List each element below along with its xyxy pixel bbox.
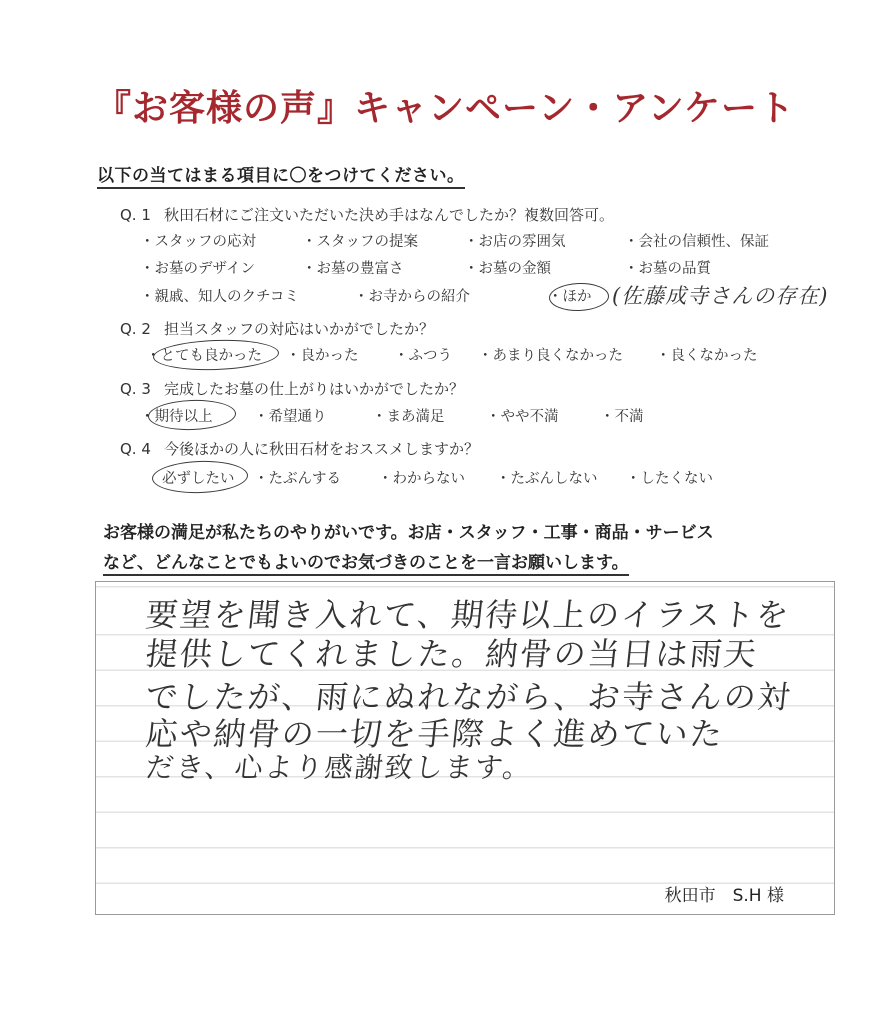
question-4	[120, 438, 479, 459]
question-4-text: 今後ほかの人に秋田石材をおススメしますか？	[164, 440, 480, 458]
q2-option-very-good[interactable]: ・ とても良かった	[146, 344, 262, 365]
q1-option-other[interactable]: ・ ほか	[548, 285, 592, 306]
question-3	[120, 378, 464, 399]
q1-option-company-reliability[interactable]: ・ 会社の信頼性、保証	[624, 230, 769, 251]
q4-option-probably[interactable]: ・ たぶんする	[254, 467, 341, 488]
question-2-number: Q. 2	[120, 320, 151, 338]
q4-option-probably-not[interactable]: ・ たぶんしない	[496, 467, 598, 488]
question-1	[120, 204, 614, 225]
q3-selected-circle-mark	[148, 398, 237, 431]
free-comment-heading-line1: お客様の満足が私たちのやりがいです。お店・スタッフ・工事・商品・サービス	[103, 523, 714, 543]
comment-box	[95, 581, 835, 915]
q1-option-word-of-mouth[interactable]: ・ 親戚、知人のクチコミ	[140, 285, 299, 306]
q3-option-mostly-satisfied[interactable]: ・ まあ満足	[372, 405, 445, 426]
q3-option-exceeded[interactable]: ・ 期待以上	[140, 405, 213, 426]
q1-option-staff-proposal[interactable]: ・ スタッフの提案	[302, 230, 418, 251]
q4-option-definitely[interactable]: 必ずしたい	[162, 471, 235, 487]
q1-option-store-atmosphere[interactable]: ・ お店の雰囲気	[464, 230, 566, 251]
comment-line: 要望を聞き入れて、期待以上のイラストを	[143, 596, 793, 634]
q3-option-dissatisfied[interactable]: ・ 不満	[600, 405, 644, 426]
q1-option-quality[interactable]: ・ お墓の品質	[624, 257, 711, 278]
q3-option-somewhat-dissatisfied[interactable]: ・ やや不満	[486, 405, 559, 426]
q1-option-price[interactable]: ・ お墓の金額	[464, 257, 551, 278]
instruction-text: 以下の当てはまる項目に〇をつけてください。	[97, 161, 465, 189]
question-2-text: 担当スタッフの対応はいかがでしたか？	[164, 320, 435, 338]
q1-option-temple-referral[interactable]: ・ お寺からの紹介	[354, 285, 470, 306]
q1-option-variety[interactable]: ・ お墓の豊富さ	[302, 257, 404, 278]
q2-option-not-so-good[interactable]: ・ あまり良くなかった	[478, 344, 623, 365]
q1-option-design[interactable]: ・ お墓のデザイン	[140, 257, 255, 278]
survey-title: 『お客様の声』キャンペーン・アンケート	[94, 88, 796, 129]
question-2	[120, 318, 434, 339]
question-1-text: 秋田石材にご注文いただいた決め手はなんでしたか？複数回答可。	[164, 206, 615, 224]
q4-selected-circle-mark	[151, 459, 248, 494]
comment-line: でしたが、雨にぬれながら、お寺さんの対	[143, 678, 794, 716]
respondent-signature: 秋田市 S.H 様	[664, 886, 784, 906]
q2-selected-circle-mark	[153, 338, 280, 372]
question-1-number: Q. 1	[120, 206, 151, 224]
q4-option-dont-know[interactable]: ・ わからない	[378, 467, 465, 488]
comment-line: 提供してくれました。納骨の当日は雨天	[143, 635, 760, 673]
q1-other-circle-mark	[549, 282, 610, 312]
q4-option-no[interactable]: ・ したくない	[626, 467, 713, 488]
question-4-number: Q. 4	[120, 440, 151, 458]
q3-option-as-hoped[interactable]: ・ 希望通り	[254, 405, 327, 426]
question-3-text: 完成したお墓の仕上がりはいかがでしたか？	[164, 380, 465, 398]
q2-option-average[interactable]: ・ ふつう	[394, 344, 452, 365]
q2-option-good[interactable]: ・ 良かった	[286, 344, 359, 365]
comment-line: だき、心より感謝致します。	[144, 751, 535, 784]
q1-option-staff-service[interactable]: ・ スタッフの応対	[140, 230, 256, 251]
comment-line: 応や納骨の一切を手際よく進めていた	[143, 715, 726, 753]
q2-option-bad[interactable]: ・ 良くなかった	[656, 344, 758, 365]
free-comment-heading-line2: など、どんなことでもよいのでお気づきのことを一言お願いします。	[103, 548, 629, 576]
question-3-number: Q. 3	[120, 380, 151, 398]
q1-other-handwritten-note: (佐藤成寺さんの存在)	[612, 284, 829, 308]
